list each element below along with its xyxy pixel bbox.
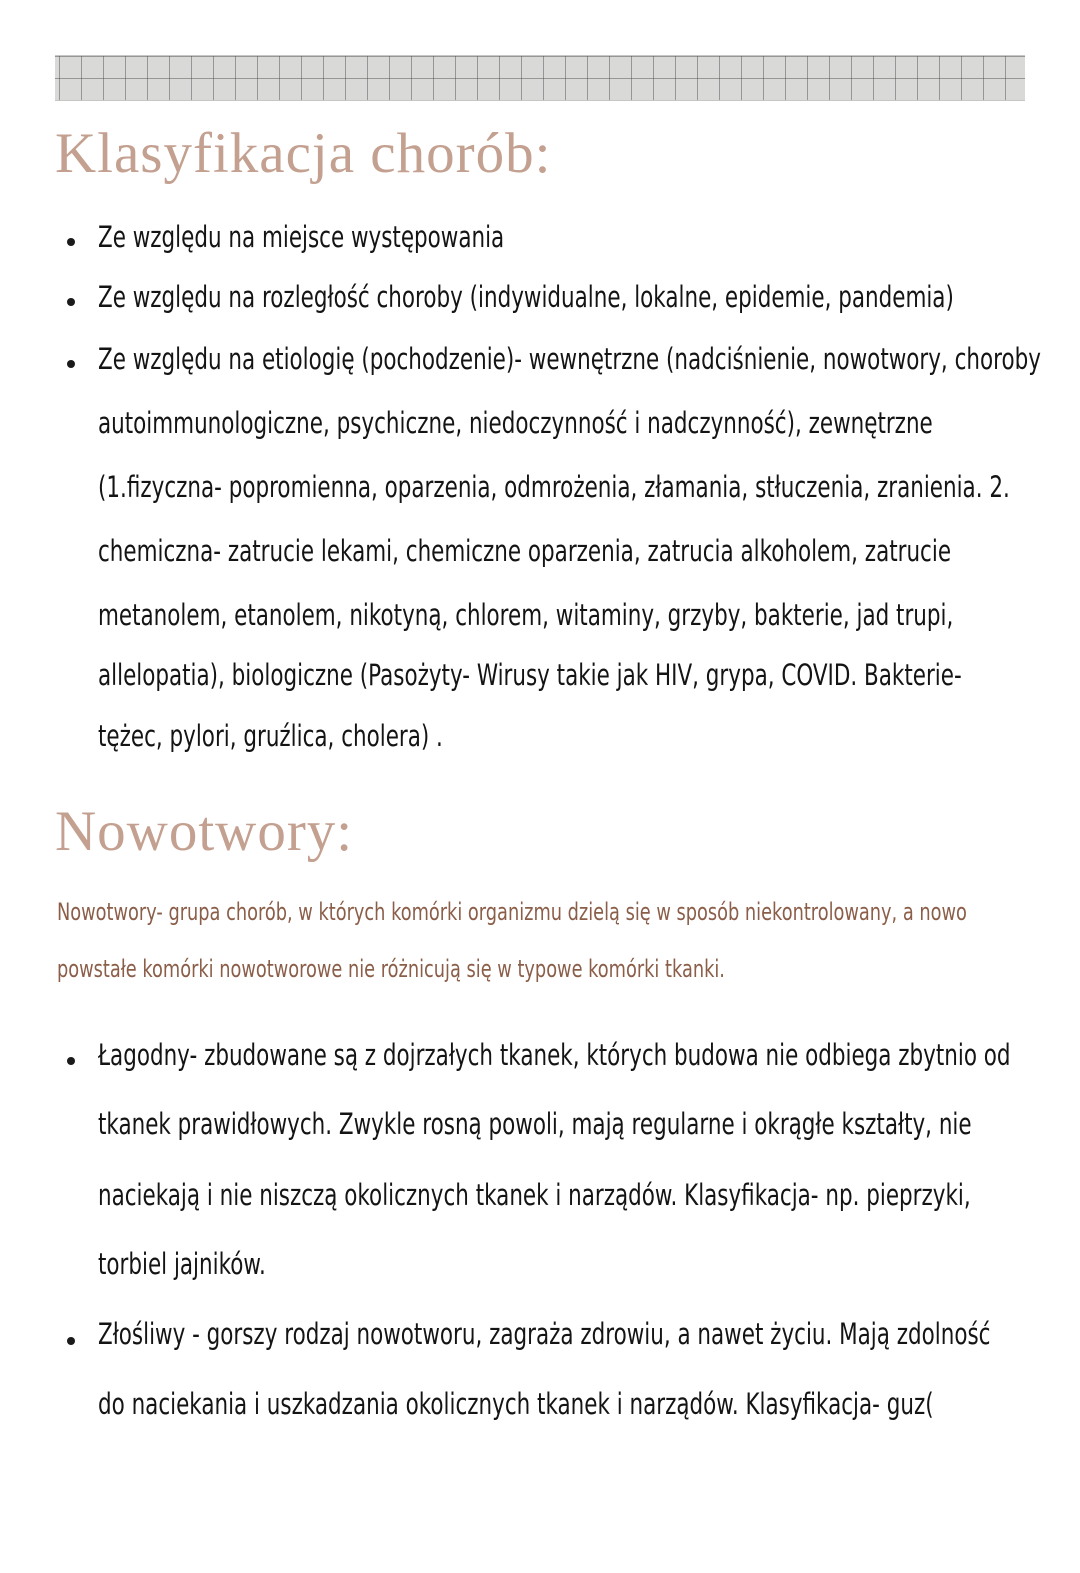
definition-line2: powstałe komórki nowotworowe nie różnicują się w typowe komórki tkanki.: [57, 955, 725, 983]
definition-line1: Nowotwory- grupa chorób, w których komórki organizmu dzielą się w sposób niekontrolowany, a nowo: [57, 898, 967, 926]
bullet-3: [67, 360, 75, 368]
zlosliwy-line1: Złośliwy - gorszy rodzaj nowotworu, zagraża zdrowiu, a nawet życiu. Mają zdolność: [98, 1317, 991, 1351]
list1-item3-line3: (1.fizyczna- popromienna, oparzenia, odmrożenia, złamania, stłuczenia, zranienia. 2.: [98, 470, 1010, 504]
grid-washi-tape: [55, 55, 1025, 101]
list1-item3-line4: chemiczna- zatrucie lekami, chemiczne oparzenia, zatrucia alkoholem, zatrucie: [98, 534, 952, 568]
bullet-2: [67, 298, 75, 306]
heading-nowotwory: Nowotwory:: [55, 800, 354, 863]
lagodny-line4: torbiel jajników.: [98, 1247, 266, 1281]
heading-klasyfikacja: Klasyfikacja chorób:: [55, 122, 552, 185]
bullet-lagodny: [67, 1057, 75, 1065]
zlosliwy-line2: do naciekania i uszkadzania okolicznych tkanek i narządów. Klasyfikacja- guz(: [98, 1387, 934, 1421]
lagodny-line2: tkanek prawidłowych. Zwykle rosną powoli, mają regularne i okrągłe kształty, nie: [98, 1107, 972, 1141]
list1-item2-line1: Ze względu na rozległość choroby (indywidualne, lokalne, epidemie, pandemia): [98, 280, 954, 314]
bullet-zlosliwy: [67, 1337, 75, 1345]
lagodny-line1: Łagodny- zbudowane są z dojrzałych tkanek, których budowa nie odbiega zbytnio od: [98, 1038, 1011, 1072]
list1-item1-line1: Ze względu na miejsce występowania: [98, 220, 505, 254]
lagodny-line3: naciekają i nie niszczą okolicznych tkanek i narządów. Klasyfikacja- np. pieprzyki,: [98, 1178, 971, 1212]
list1-item3-line7: tężec, pylori, gruźlica, cholera) .: [98, 719, 443, 753]
list1-item3-line5: metanolem, etanolem, nikotyną, chlorem, witaminy, grzyby, bakterie, jad trupi,: [98, 598, 954, 632]
bullet-1: [67, 238, 75, 246]
list1-item3-line2: autoimmunologiczne, psychiczne, niedoczynność i nadczynność), zewnętrzne: [98, 406, 933, 440]
list1-item3-line1: Ze względu na etiologię (pochodzenie)- wewnętrzne (nadciśnienie, nowotwory, choroby: [98, 342, 1041, 376]
list1-item3-line6: allelopatia), biologiczne (Pasożyty- Wirusy takie jak HIV, grypa, COVID. Bakterie-: [98, 658, 962, 692]
